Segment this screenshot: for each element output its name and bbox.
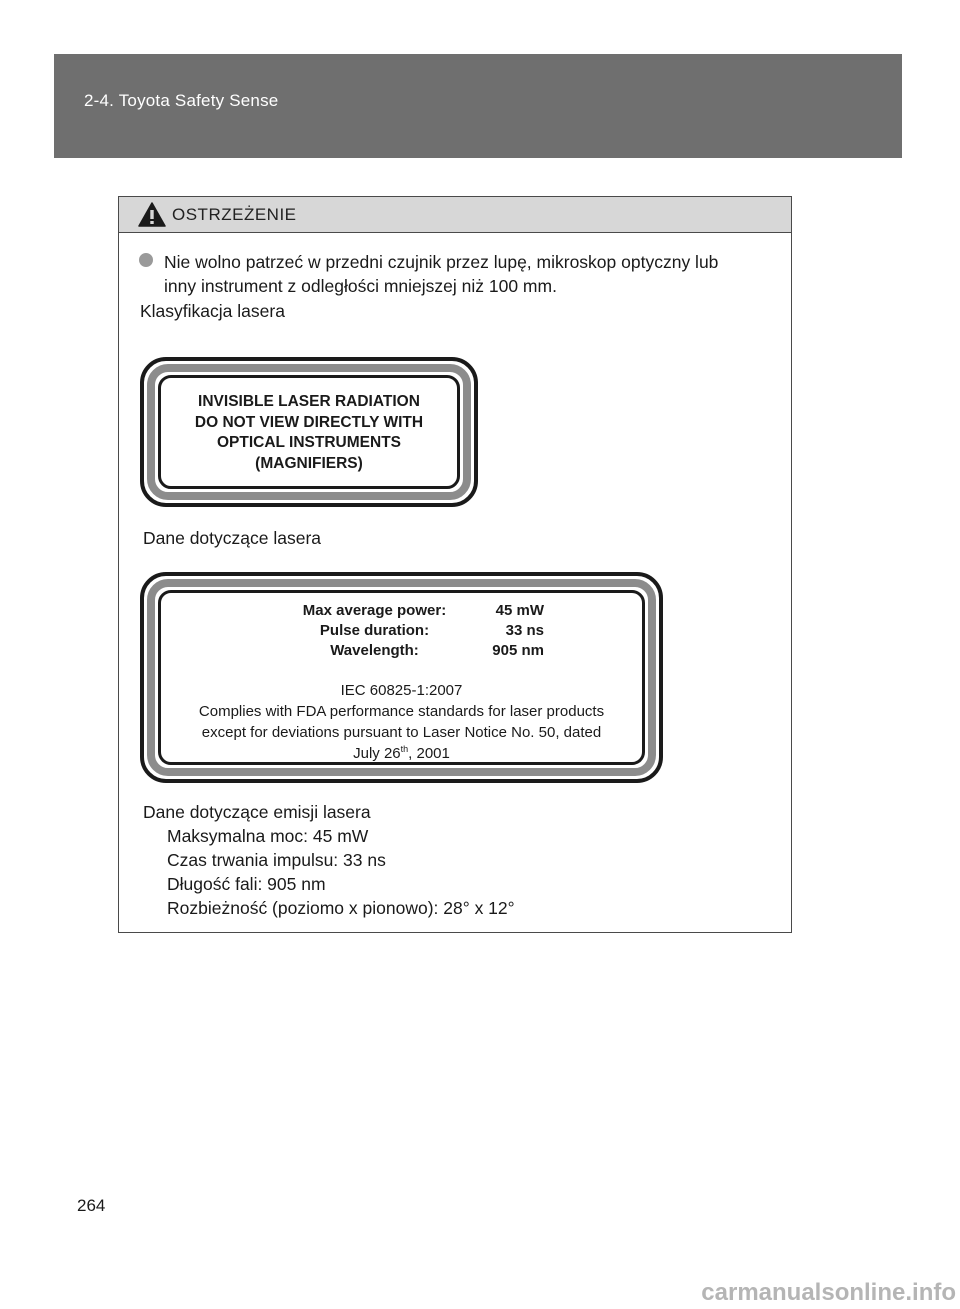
section-title: 2-4. Toyota Safety Sense bbox=[84, 91, 279, 110]
spec-value: 45 mW bbox=[495, 602, 544, 619]
bullet-dot-icon bbox=[139, 253, 153, 267]
compliance-line: except for deviations pursuant to Laser Notice No. 50, dated bbox=[201, 724, 602, 741]
laser-classification-label: Klasyfikacja lasera bbox=[140, 301, 285, 321]
label-line: (MAGNIFIERS) bbox=[255, 454, 363, 472]
bullet-text bbox=[164, 250, 779, 298]
spec-row bbox=[287, 601, 544, 621]
spec-value: 905 nm bbox=[492, 642, 544, 659]
warning-header bbox=[119, 197, 791, 233]
label-panel bbox=[158, 375, 460, 489]
emission-item: Maksymalna moc: 45 mW bbox=[167, 826, 369, 846]
section-header-bar bbox=[54, 54, 902, 158]
compliance-line: Complies with FDA performance standards for laser products bbox=[198, 703, 605, 720]
label-line: DO NOT VIEW DIRECTLY WITH bbox=[194, 413, 424, 431]
bullet-line: Nie wolno patrzeć w przedni czujnik przez lupę, mikroskop optyczny lub bbox=[164, 252, 719, 272]
laser-warning-label bbox=[140, 357, 478, 507]
warning-triangle-icon bbox=[138, 202, 166, 227]
laser-spec-label bbox=[140, 572, 663, 783]
date-year: , 2001 bbox=[408, 745, 450, 762]
label-line: INVISIBLE LASER RADIATION bbox=[198, 393, 420, 410]
page-number: 264 bbox=[77, 1196, 106, 1215]
emission-item: Długość fali: 905 nm bbox=[167, 874, 326, 894]
spec-key: Pulse duration: bbox=[319, 622, 430, 639]
spec-key: Wavelength: bbox=[330, 642, 419, 659]
spec-row bbox=[287, 621, 544, 641]
label-line: OPTICAL INSTRUMENTS bbox=[217, 434, 401, 451]
spec-table bbox=[287, 601, 544, 661]
label-panel bbox=[158, 590, 645, 765]
laser-data-label: Dane dotyczące lasera bbox=[143, 528, 322, 548]
spec-key: Max average power: bbox=[302, 602, 447, 619]
warning-bullet bbox=[139, 250, 779, 298]
compliance-text bbox=[161, 680, 642, 764]
bullet-line: inny instrument z odległości mniejszej niż 100 mm. bbox=[164, 276, 557, 296]
emission-item: Czas trwania impulsu: 33 ns bbox=[167, 850, 386, 870]
date-prefix: July 26 bbox=[353, 745, 401, 762]
warning-title: OSTRZEŻENIE bbox=[172, 205, 297, 224]
compliance-date bbox=[161, 743, 642, 764]
spec-value: 33 ns bbox=[505, 622, 544, 639]
emission-data-label: Dane dotyczące emisji lasera bbox=[143, 802, 371, 822]
spec-row bbox=[287, 641, 544, 661]
watermark: carmanualsonline.info bbox=[701, 1279, 956, 1306]
date-superscript: th bbox=[400, 744, 409, 754]
laser-warning-text bbox=[161, 392, 457, 474]
standard-line: IEC 60825-1:2007 bbox=[340, 682, 463, 699]
warning-box bbox=[118, 196, 792, 933]
emission-item: Rozbieżność (poziomo x pionowo): 28° x 12° bbox=[167, 898, 515, 918]
